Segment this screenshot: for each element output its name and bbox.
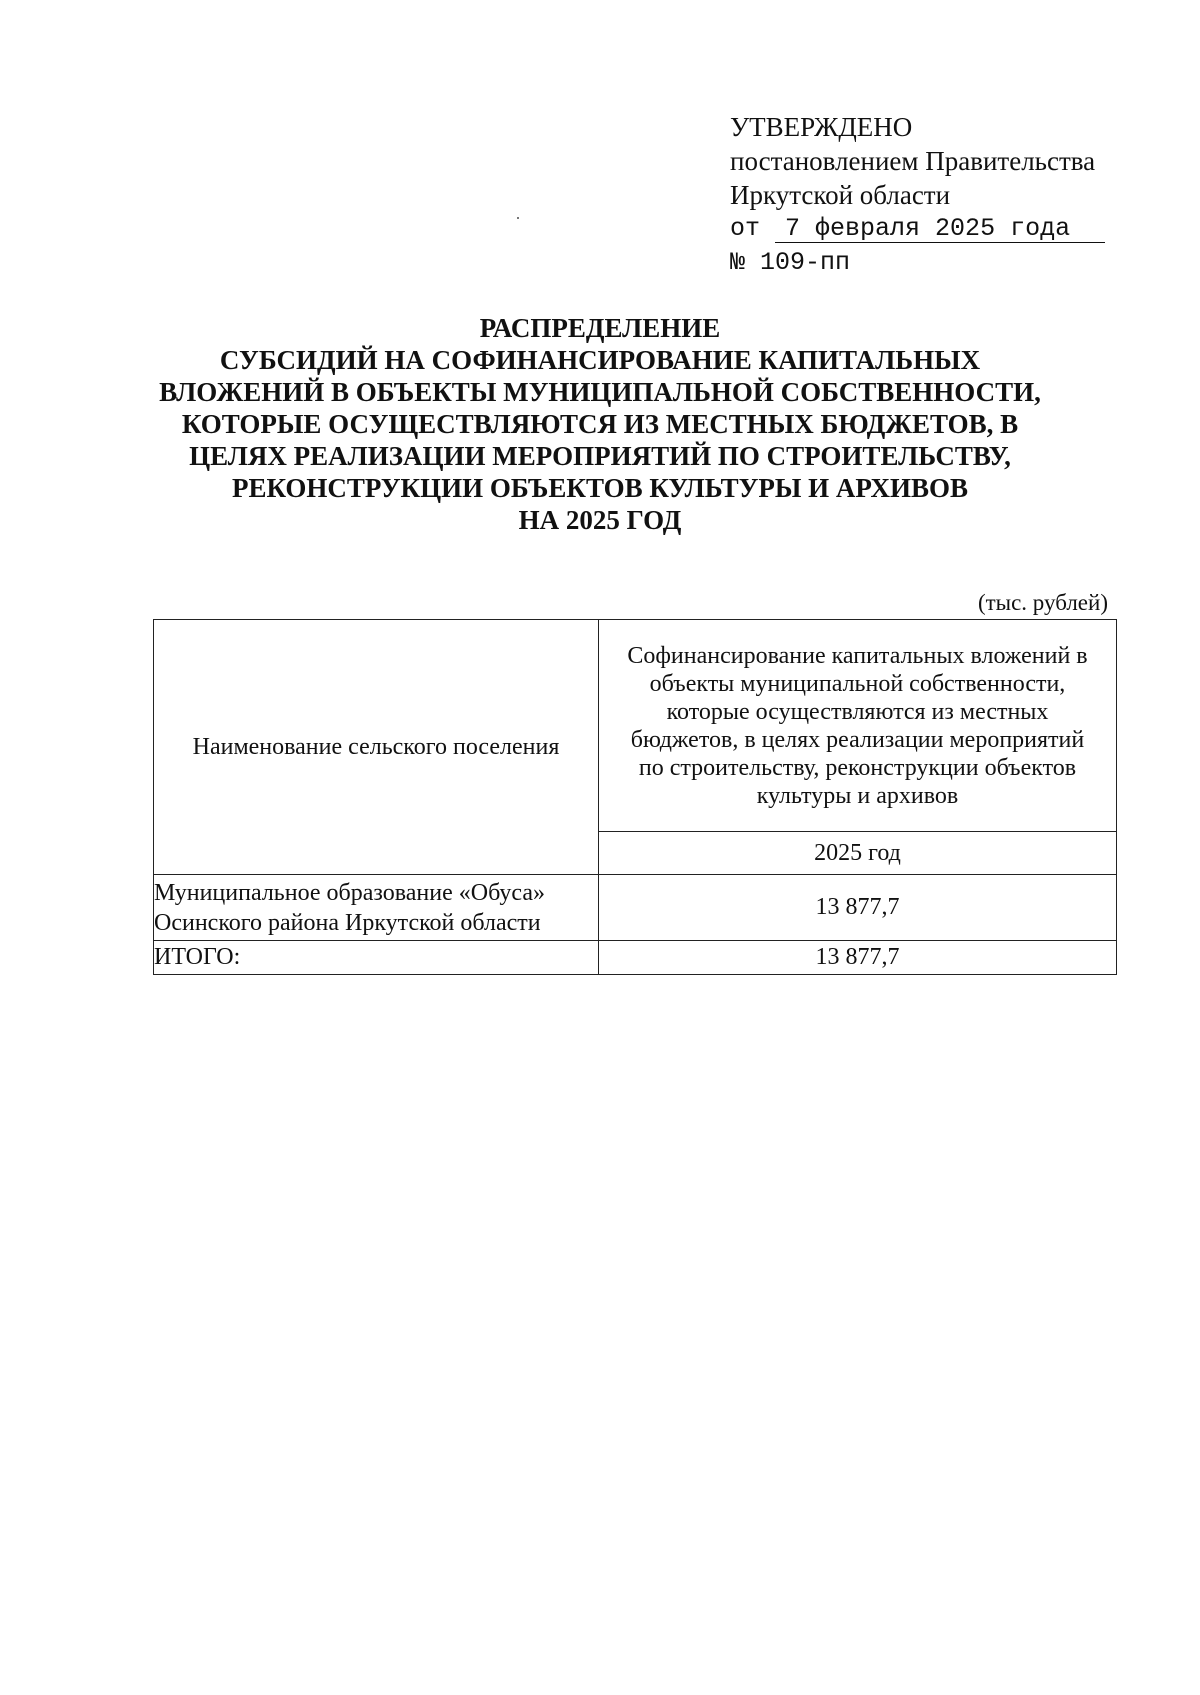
- title-line: РАСПРЕДЕЛЕНИЕ: [479, 313, 721, 343]
- approval-date-prefix: от: [730, 214, 761, 243]
- header-cofinancing-line: объекты муниципальной собственности,: [649, 670, 1066, 697]
- header-cofinancing-line: которые осуществляются из местных: [666, 698, 1049, 725]
- header-settlement-name: Наименование сельского поселения: [154, 620, 599, 875]
- table-header-row: [154, 620, 1117, 832]
- document-title: [150, 312, 1050, 536]
- header-year: 2025 год: [599, 832, 1117, 875]
- header-cofinancing-line: по строительству, реконструкции объектов: [638, 754, 1077, 781]
- settlement-amount: 13 877,7: [599, 875, 1117, 941]
- header-cofinancing: [599, 620, 1117, 832]
- settlement-name-line: Осинского района Иркутской области: [154, 909, 541, 936]
- approval-number: № 109-пп: [730, 248, 851, 277]
- approval-date: 7 февраля 2025 года: [775, 216, 1105, 243]
- title-line: ЦЕЛЯХ РЕАЛИЗАЦИИ МЕРОПРИЯТИЙ ПО СТРОИТЕЛЬСТВУ,: [189, 441, 1011, 471]
- scan-speck: [517, 217, 519, 219]
- total-amount: 13 877,7: [599, 941, 1117, 975]
- approval-date-line: [730, 212, 1150, 246]
- subsidy-table: [153, 619, 1117, 975]
- title-line: СУБСИДИЙ НА СОФИНАНСИРОВАНИЕ КАПИТАЛЬНЫХ: [219, 345, 981, 375]
- header-cofinancing-line: бюджетов, в целях реализации мероприятий: [630, 726, 1085, 753]
- total-label: ИТОГО:: [154, 941, 599, 975]
- approval-region: Иркутской области: [730, 180, 951, 210]
- table-total-row: [154, 941, 1117, 975]
- title-line: ВЛОЖЕНИЙ В ОБЪЕКТЫ МУНИЦИПАЛЬНОЙ СОБСТВЕННОСТИ,: [159, 377, 1041, 407]
- settlement-name-line: Муниципальное образование «Обуса»: [154, 879, 545, 906]
- units-note: (тыс. рублей): [977, 590, 1108, 615]
- approval-block: [730, 110, 1150, 280]
- title-line: НА 2025 ГОД: [518, 505, 682, 535]
- approval-stamp: УТВЕРЖДЕНО: [730, 112, 913, 142]
- approval-authority: постановлением Правительства: [730, 146, 1096, 176]
- settlement-name: [154, 875, 599, 941]
- title-line: КОТОРЫЕ ОСУЩЕСТВЛЯЮТСЯ ИЗ МЕСТНЫХ БЮДЖЕТОВ, В: [181, 409, 1019, 439]
- title-line: РЕКОНСТРУКЦИИ ОБЪЕКТОВ КУЛЬТУРЫ И АРХИВОВ: [231, 473, 968, 503]
- header-cofinancing-line: Софинансирование капитальных вложений в: [627, 642, 1088, 669]
- table-row: [154, 875, 1117, 941]
- header-cofinancing-line: культуры и архивов: [756, 782, 959, 809]
